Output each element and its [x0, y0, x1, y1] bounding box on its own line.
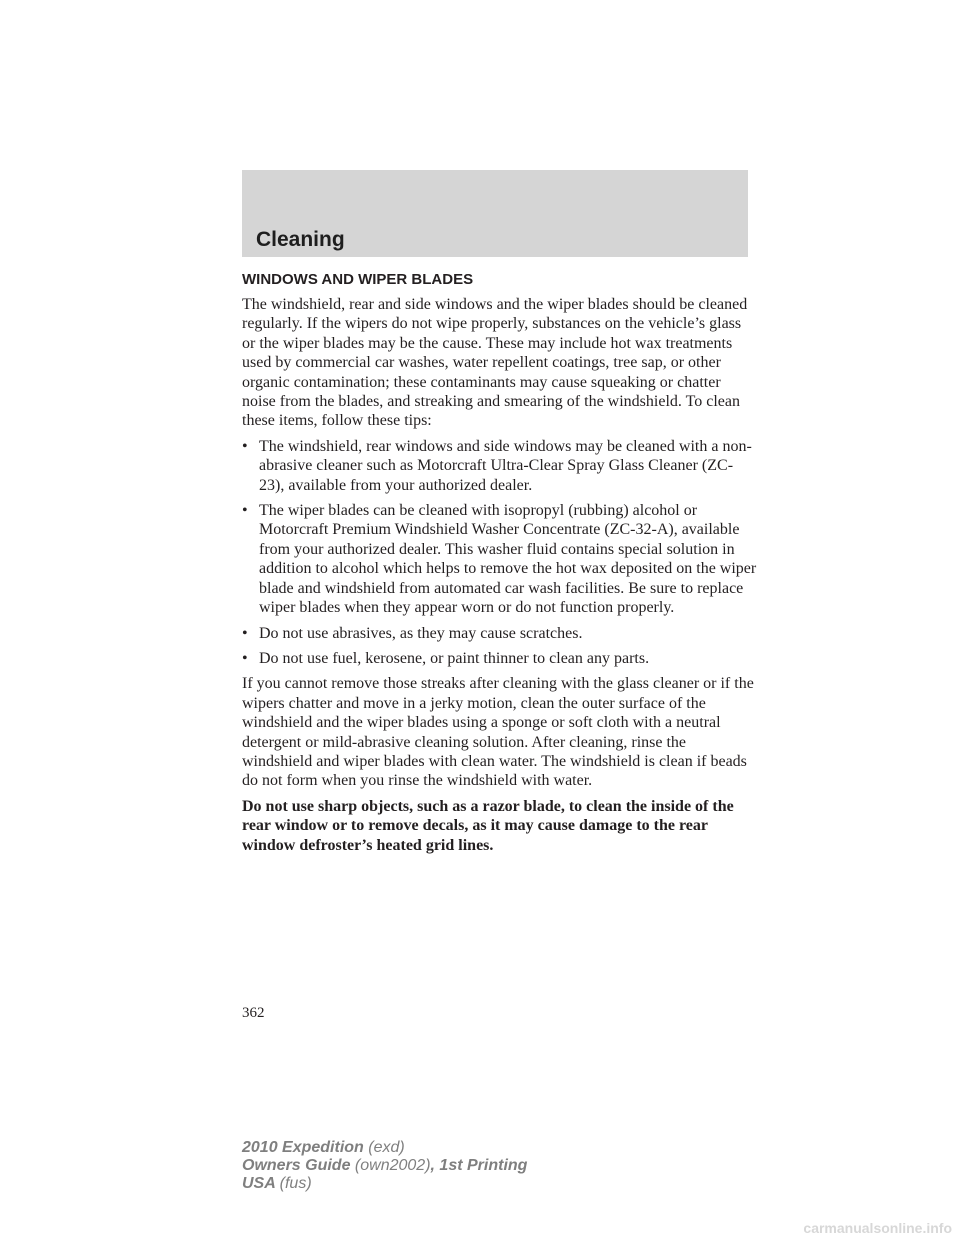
footer-printing: , 1st Printing: [430, 1157, 528, 1174]
footer-guide-line: [242, 1157, 527, 1175]
site-watermark: carmanualsonline.info: [803, 1220, 952, 1236]
bullet-icon: •: [242, 502, 248, 520]
footer-model-code: (exd): [368, 1139, 405, 1156]
page-number: 362: [242, 1005, 265, 1021]
tip-item: [242, 649, 758, 668]
tip-text: Do not use fuel, kerosene, or paint thinner to clean any parts.: [259, 649, 650, 667]
warning-paragraph: Do not use sharp objects, such as a razor blade, to clean the inside of the rear window or to remove decals, as it may cause damage to the rear window defroster’s heated grid lines.: [242, 797, 734, 854]
document-footer: [242, 1139, 527, 1193]
footer-model-line: [242, 1139, 527, 1157]
footer-market: USA: [242, 1175, 276, 1192]
tip-text: Do not use abrasives, as they may cause scratches.: [259, 624, 583, 642]
section-title: Cleaning: [256, 228, 345, 251]
tip-item: [242, 624, 758, 643]
followup-paragraph: If you cannot remove those streaks after cleaning with the glass cleaner or if the wipers chatter and move in a jerky motion, clean the outer surface of the windshield and the wiper blades using a sponge or soft cloth with a neutral detergent or mild-abrasive cleaning solution. After cleaning, rinse the windshield and wiper blades with clean water. The windshield is clean if beads do not form when you rinse the windshield with water.: [242, 675, 754, 790]
tip-item: [242, 501, 758, 617]
tip-text: The wiper blades can be cleaned with isopropyl (rubbing) alcohol or Motorcraft Premium Windshield Washer Concentrate (ZC-32-A), available from your authorized dealer. This washer fluid contains special solution in addition to alcohol which helps to remove the hot wax deposited on the wiper blade and windshield from automated car wash facilities. Be sure to replace wiper blades when they appear worn or do not function properly.: [259, 502, 757, 617]
bullet-icon: •: [242, 437, 248, 455]
bullet-icon: •: [242, 649, 248, 667]
intro-paragraph: The windshield, rear and side windows and the wiper blades should be cleaned regularly. If the wipers do not wipe properly, substances on the vehicle’s glass or the wiper blades may be the cause. These may include hot wax treatments used by commercial car washes, water repellent coatings, tree sap, or other organic contamination; these contaminants may cause squeaking or chatter noise from the blades, and streaking and smearing of the windshield. To clean these items, follow these tips:: [242, 296, 748, 430]
bullet-icon: •: [242, 624, 248, 642]
section-heading: WINDOWS AND WIPER BLADES: [242, 271, 474, 288]
footer-guide: Owners Guide: [242, 1157, 351, 1174]
footer-market-code: (fus): [279, 1175, 312, 1192]
section-header-banner: [242, 170, 748, 257]
footer-guide-code: (own2002): [354, 1157, 431, 1174]
footer-market-line: [242, 1175, 527, 1193]
page-content: [242, 270, 758, 855]
cleaning-tips-list: [242, 437, 758, 668]
tip-text: The windshield, rear windows and side windows may be cleaned with a non-abrasive cleaner such as Motorcraft Ultra-Clear Spray Glass Cleaner (ZC-23), available from your authorized dealer.: [259, 437, 752, 494]
footer-model: 2010 Expedition: [242, 1139, 364, 1156]
tip-item: [242, 437, 758, 495]
